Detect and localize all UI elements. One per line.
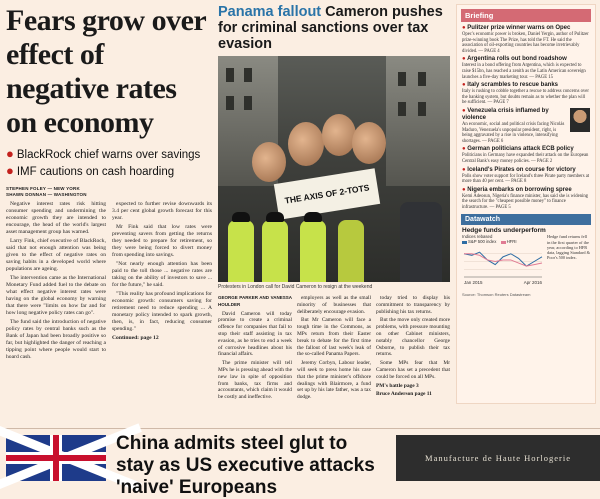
legend-label: HFRI (506, 239, 517, 245)
brief-body: Italy is rushing to cobble together a rescue to address concerns over the banking system, but doubts remain as to whether the plan will be sufficient. — PAGE 7 (462, 89, 589, 106)
lead-byline: STEPHEN FOLEY — NEW YORK SHAWN DONNAN — WASHINGTON (6, 186, 87, 197)
lead-col-1 (6, 201, 106, 363)
x-tick-label: Apr 2016 (523, 280, 542, 286)
brief-title (462, 187, 590, 194)
brief-title-text: Nigeria embarks on borrowing spree (467, 186, 572, 193)
datawatch-header: Datawatch (461, 214, 591, 225)
brief-body: Opec's economic power is broken, Daniel Yergin, author of Pulitzer prize-winning book The Prize, has told the FT. He said the association of oil-exporting countries has become irretrievably divided. — PAGE 4 (462, 32, 589, 54)
brief-title (462, 56, 590, 63)
datawatch-body (457, 234, 595, 291)
center-body (218, 295, 450, 403)
paragraph: Jeremy Corbyn, Labour leader, will seek to press home his case that the prime minister's offshore dealings with Blairmore, a fund set up by his late father, was a tax dodge. (297, 360, 371, 401)
page-ref[interactable]: Bruce Anderson page 11 (376, 391, 432, 398)
police-officer (338, 220, 364, 282)
window (226, 68, 234, 82)
protest-sign: THE AXIS OF 2-TOTS (274, 168, 380, 220)
paragraph: Negative interest rates risk hitting consumer spending and undermining the economic growth they are intended to encourage, the head of the world's largest asset management group has warned. (6, 201, 106, 235)
paragraph: But the move only created more problems, with pressure mounting on other Cabinet ministers, notably chancellor George Osborne, to publish their tax returns. (376, 317, 450, 358)
window (418, 72, 426, 86)
lead-bullet-text: BlackRock chief warns over savings (16, 149, 201, 161)
lead-bullet-1[interactable] (6, 146, 212, 163)
center-col-3 (376, 295, 450, 403)
police-cap (304, 212, 322, 222)
police-officer (262, 220, 288, 282)
flag-cross (6, 455, 106, 461)
paragraph: today tried to display his commitment to transparency by publishing his tax returns. (376, 295, 450, 315)
brief-title (462, 146, 590, 153)
bullet-icon: ● (462, 82, 468, 89)
brief-item[interactable] (457, 82, 595, 106)
police-officer (228, 220, 254, 282)
bullet-icon: ● (6, 163, 14, 178)
window (398, 72, 406, 86)
center-col-1 (218, 295, 292, 403)
window (244, 96, 252, 110)
chart-container[interactable] (462, 234, 544, 291)
police-cap (232, 212, 250, 222)
paragraph: Some MPs fear that Mr Cameron has set a precedent that could be forced on all MPs. (376, 360, 450, 380)
legend-swatch (462, 241, 467, 244)
police-cap (266, 212, 284, 222)
brief-item[interactable] (457, 146, 595, 164)
chart-source: Source: Thomson Reuters Datastream (462, 292, 531, 298)
brief-title-text: Argentina rolls out bond roadshow (467, 56, 567, 63)
mask-face (288, 122, 324, 166)
paragraph: "This reality has profound implications for economic growth: consumers saving for retirement need to reduce spending ... A monetary policy intended to spark growth, then, is, in fact, reducing consumer spending." (112, 291, 212, 332)
paragraph: "Not nearly enough attention has been paid to the toll those ... negative rates are taking on the ability of investors to save ... for the future," he said. (112, 261, 212, 288)
paragraph: Larry Fink, chief executive of BlackRock, said that not enough attention was being given to the effect of negative rates on saving habits in a developed world where populations are ageing. (6, 238, 106, 272)
bottom-headline[interactable]: China admits steel glut to stay as US executive attacks 'naive' Europeans (116, 433, 375, 498)
lead-headline[interactable]: Fears grow over effect of negative rates on economy (6, 4, 206, 139)
protester (400, 202, 442, 282)
lead-bullet-text: IMF cautions on cash hoarding (16, 166, 175, 178)
protest-photo[interactable] (218, 56, 450, 282)
center-headline-block[interactable] (218, 4, 450, 52)
lead-body (6, 201, 212, 363)
brief-title-text: German politicians attack ECB policy (467, 146, 574, 153)
advertisement[interactable] (396, 435, 600, 481)
brief-title-text: Pulitzer prize winner warns on Opec (467, 25, 571, 31)
paragraph: The fund said the introduction of negative policy rates by central banks such as the Bank of Japan had been broadly positive so far, but highlighted the danger of reaching a tipping point where people would start to hoard cash. (6, 319, 106, 360)
brief-item[interactable] (457, 167, 595, 185)
mask-face (252, 142, 286, 182)
chart-title: Hedge funds underperform (462, 227, 546, 235)
paragraph: But Mr Cameron will face a tough time in the Commons, as MPs return from their Easter break to debate for the first time the fallout of last week's leak of the so-called Panama Papers. (297, 317, 371, 358)
bullet-icon: ● (462, 166, 468, 173)
briefing-sidebar (456, 4, 596, 404)
window (244, 68, 252, 82)
window (418, 102, 426, 116)
paragraph: Mr Fink said that low rates were preventing savers from getting the returns they needed to prepare for retirement, so they were being forced to divert money from spending into savings. (112, 224, 212, 258)
brief-item[interactable] (457, 187, 595, 211)
police-officer (300, 220, 326, 282)
lead-col-2 (112, 201, 212, 363)
brief-title-text: Venezuela crisis inflamed by violence (462, 107, 549, 121)
window (398, 102, 406, 116)
center-col-2 (297, 295, 371, 403)
ad-text: Manufacture de Haute Horlogerie (425, 453, 571, 463)
brief-title-text: Italy scrambles to rescue banks (467, 82, 559, 89)
brief-title (462, 167, 590, 174)
paragraph: David Cameron will today promise to create a criminal offence for companies that fail to stop their staff assisting in tax evasion, as he tries to end a week of corrosive headlines about his financial affairs. (218, 310, 292, 358)
brief-body: Interest in a bond offering from Argentina, which is expected to raise $15bn, has reached a zenith as the Latin American sovereign launches a five-day marketing tour. — PAGE 15 (462, 63, 586, 80)
photo-caption: Protesters in London call for David Cameron to resign at the weekend (218, 284, 373, 290)
brief-body: An economic, social and political crisis facing Nicolás Maduro, Venezuela's unpopular president, right, is being aggravated by a rise in violence, intensifying shortages. — PAGE 6 (462, 121, 565, 144)
lead-bullet-2[interactable] (6, 163, 212, 180)
briefing-header: Briefing (461, 9, 591, 22)
bullet-icon: ● (6, 146, 14, 161)
brief-item[interactable] (457, 56, 595, 80)
bullet-icon: ● (462, 186, 468, 193)
brief-body: Polls show voter support for Iceland's three Pirate party members at more than 40 per cent. — PAGE 8 (462, 173, 590, 185)
bullet-icon: ● (462, 146, 468, 153)
bullet-icon: ● (462, 25, 468, 31)
datawatch-text: Hedge fund returns fell in the first quarter of the year, according to HFR data, lagging Standard & Poor's 500 index. (547, 234, 590, 261)
chart-subtitle: Indices rebased (462, 234, 493, 240)
paragraph: The prime minister will tell MPs he is pressing ahead with the new law in spite of opposition from banks, tax firms and accountants, which claim it would be costly and ineffective. (218, 360, 292, 401)
page-ref[interactable]: PM's battle page 3 (376, 382, 419, 389)
paragraph: employers as well as the small minority of businesses that deliberately encourage evasion. (297, 295, 371, 315)
bottom-strip (0, 428, 600, 498)
bullet-icon: ● (462, 56, 468, 63)
center-story (218, 4, 450, 404)
brief-item[interactable] (457, 25, 595, 54)
brief-title (462, 108, 567, 122)
line-chart (462, 244, 544, 286)
window (226, 96, 234, 110)
kicker: Panama fallout (218, 4, 322, 20)
continued-link[interactable]: Continued: page 12 (112, 335, 159, 341)
maduro-portrait (570, 108, 590, 132)
center-byline: GEORGE PARKER AND VANESSA HOULDER (218, 295, 292, 307)
datawatch (457, 214, 595, 297)
union-flag-image (6, 435, 106, 481)
brief-item[interactable] (457, 108, 595, 144)
brief-title (462, 82, 590, 89)
mask-face (352, 122, 386, 164)
paragraph: expected to further revise downwards its 3.4 per cent global growth forecast for this year. (112, 201, 212, 221)
brief-body: Kemi Adeosun, Nigeria's finance minister, has said she is widening the search for the "cheapest possible money" to finance infrastructure. — PAGE 5 (462, 193, 589, 210)
legend-label: S&P 500 index (468, 239, 497, 245)
brief-text (462, 108, 567, 144)
mask-face (322, 114, 356, 156)
bullet-icon: ● (462, 107, 468, 114)
x-tick-label: Jan 2015 (464, 280, 483, 286)
brief-body: Politicians in Germany have expanded their attack on the European Central Bank's easy money policies. — PAGE 2 (462, 153, 589, 164)
center-headline: Cameron pushes for criminal sanctions over tax evasion (218, 4, 443, 52)
brief-title-text: Iceland's Pirates on course for victory (467, 166, 576, 173)
legend-swatch (501, 241, 506, 244)
lead-bullets (6, 146, 212, 180)
paragraph: The intervention came as the International Monetary Fund added fuel to the debate on what effect negative interest rates were having on the global economy by warning that there were "limits on how far and for how long negative policy rates can go". (6, 275, 106, 316)
brief-title (462, 25, 590, 32)
lead-story (6, 4, 212, 404)
